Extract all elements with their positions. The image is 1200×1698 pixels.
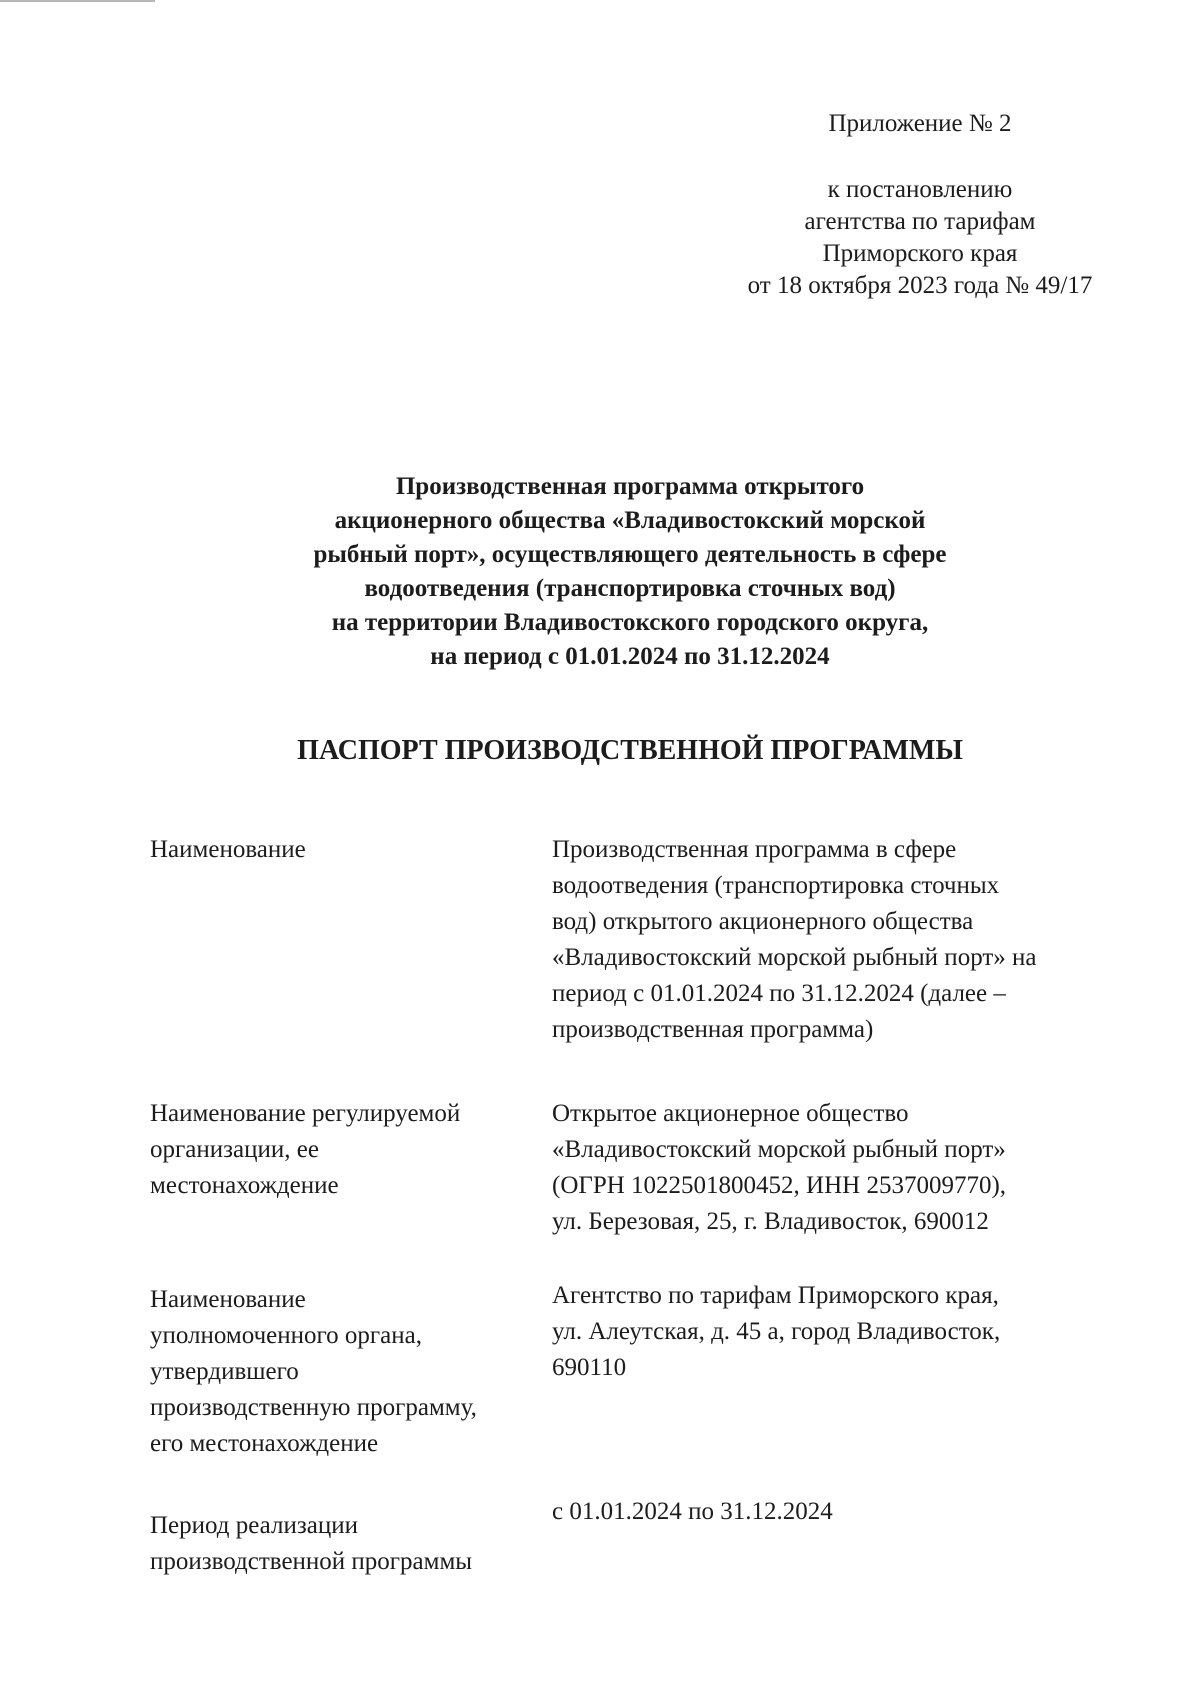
label-line: его местонахождение <box>150 1430 379 1457</box>
passport-label <box>150 832 540 868</box>
value-line: «Владивостокский морской рыбный порт» <box>552 1136 1006 1163</box>
appendix-number: Приложение № 2 <box>828 110 1012 137</box>
label-line: местонахождение <box>150 1172 339 1199</box>
label-line: организации, ее <box>150 1136 319 1163</box>
title-line: на территории Владивостокского городского округа, <box>331 609 929 636</box>
title-line: на период с 01.01.2024 по 31.12.2024 <box>430 643 830 670</box>
appendix-line: агентства по тарифам <box>804 208 1036 235</box>
value-line: водоотведения (транспортировка сточных <box>552 872 1000 899</box>
value-line: с 01.01.2024 по 31.12.2024 <box>552 1498 833 1525</box>
passport-value <box>552 1494 1112 1530</box>
appendix-block <box>680 108 1160 302</box>
label-line: Наименование регулируемой <box>150 1100 461 1127</box>
label-line: Наименование <box>150 836 306 863</box>
label-line: уполномоченного органа, <box>150 1322 422 1349</box>
value-line: производственная программа) <box>552 1016 874 1043</box>
passport-label <box>150 1508 540 1580</box>
title-line: водоотведения (транспортировка сточных вод) <box>364 575 896 602</box>
appendix-line: Приморского края <box>822 240 1018 267</box>
value-line: ул. Березовая, 25, г. Владивосток, 690012 <box>552 1208 989 1235</box>
value-line: ул. Алеутская, д. 45 а, город Владивосток, <box>552 1318 1001 1345</box>
value-line: период с 01.01.2024 по 31.12.2024 (далее – <box>552 980 1006 1007</box>
passport-value <box>552 832 1112 1048</box>
appendix-line: к постановлению <box>827 176 1013 203</box>
value-line: Агентство по тарифам Приморского края, <box>552 1282 999 1309</box>
appendix-line: от 18 октября 2023 года № 49/17 <box>747 272 1093 299</box>
passport-value <box>552 1278 1112 1386</box>
passport-value <box>552 1096 1112 1240</box>
label-line: производственной программы <box>150 1548 473 1575</box>
value-line: (ОГРН 1022501800452, ИНН 2537009770), <box>552 1172 1007 1199</box>
label-line: производственную программу, <box>150 1394 477 1421</box>
title-line: акционерного общества «Владивостокский морской <box>334 507 926 534</box>
title-line: рыбный порт», осуществляющего деятельность в сфере <box>313 541 947 568</box>
scan-edge-line <box>0 0 155 2</box>
value-line: Открытое акционерное общество <box>552 1100 909 1127</box>
value-line: 690110 <box>552 1354 627 1381</box>
passport-heading: ПАСПОРТ ПРОИЗВОДСТВЕННОЙ ПРОГРАММЫ <box>297 735 963 766</box>
value-line: Производственная программа в сфере <box>552 836 957 863</box>
document-title <box>200 470 1060 674</box>
label-line: Период реализации <box>150 1512 358 1539</box>
title-line: Производственная программа открытого <box>395 473 865 500</box>
passport-label <box>150 1096 540 1204</box>
value-line: «Владивостокский морской рыбный порт» на <box>552 944 1037 971</box>
passport-label <box>150 1282 540 1462</box>
value-line: вод) открытого акционерного общества <box>552 908 974 935</box>
label-line: утвердившего <box>150 1358 299 1385</box>
label-line: Наименование <box>150 1286 306 1313</box>
